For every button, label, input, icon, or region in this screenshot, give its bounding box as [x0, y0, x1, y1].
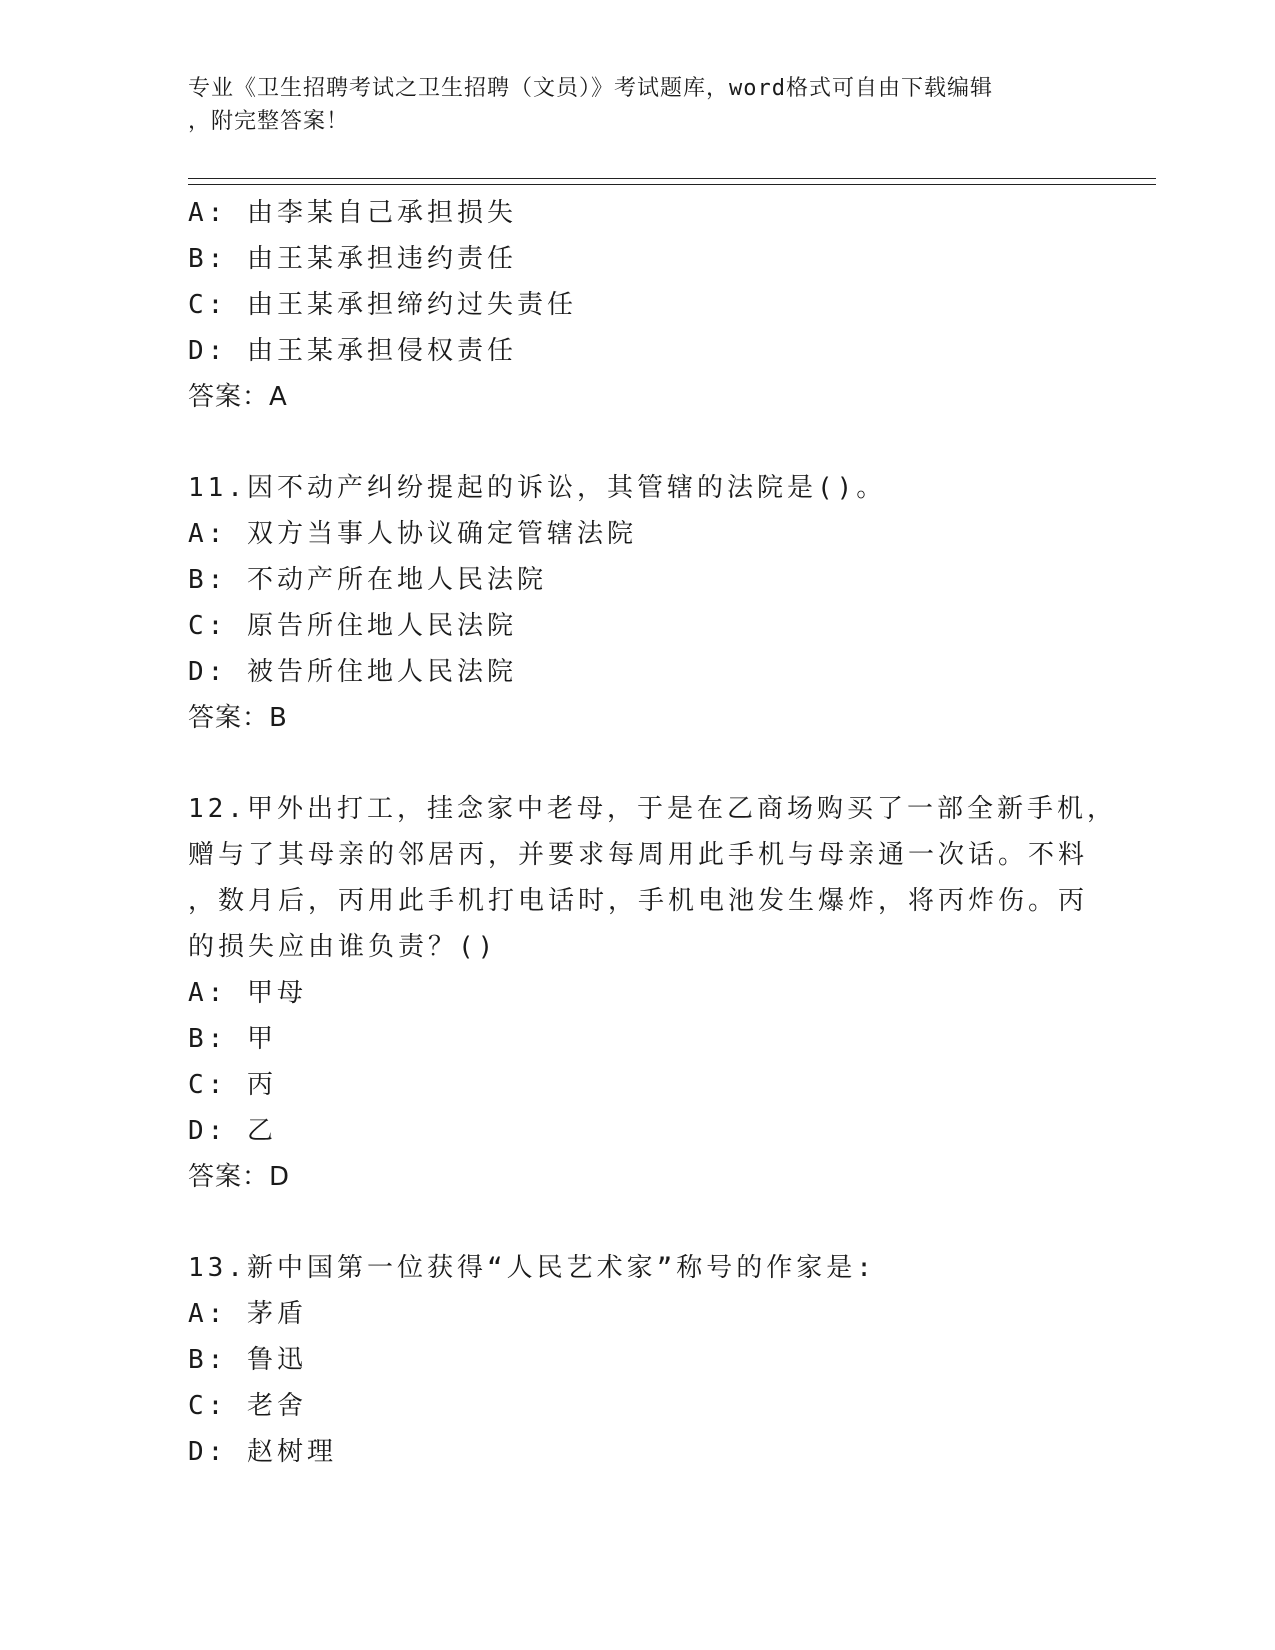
question-12-option-d: D: 乙 [188, 1116, 277, 1146]
question-13-option-b: B: 鲁迅 [188, 1345, 307, 1375]
question-11-option-a: A: 双方当事人协议确定管辖法院 [188, 519, 637, 549]
question-12-stem-line3: ，数月后，丙用此手机打电话时，手机电池发生爆炸，将丙炸伤。丙 [188, 886, 1089, 916]
spacer [188, 1200, 1068, 1245]
question-12-answer: 答案：D [188, 1162, 291, 1192]
question-12-stem-line2: 赠与了其母亲的邻居丙，并要求每周用此手机与母亲通一次话。不料 [188, 840, 1089, 870]
question-12-option-b: B: 甲 [188, 1024, 277, 1054]
spacer [188, 420, 1068, 465]
header-title-line2: ，附完整答案！ [188, 109, 350, 134]
question-list [188, 190, 1117, 1475]
question-12-stem-line4: 的损失应由谁负责？() [188, 932, 498, 962]
question-10-options [188, 190, 1068, 420]
question-11-option-c: C: 原告所住地人民法院 [188, 611, 517, 641]
question-11 [188, 465, 1068, 741]
header-divider-top [188, 178, 1156, 179]
document-header [188, 72, 1068, 138]
question-11-answer: 答案：B [188, 703, 288, 733]
header-divider-bottom [188, 184, 1156, 185]
spacer [188, 741, 1068, 786]
question-10-answer: 答案：A [188, 382, 288, 412]
question-13 [188, 1245, 1068, 1475]
header-title-line1: 专业《卫生招聘考试之卫生招聘（文员）》考试题库，word格式可自由下载编辑 [188, 76, 993, 101]
question-11-option-d: D: 被告所住地人民法院 [188, 657, 517, 687]
question-11-option-b: B: 不动产所在地人民法院 [188, 565, 547, 595]
question-12-option-a: A: 甲母 [188, 978, 307, 1008]
question-10-option-b: B: 由王某承担违约责任 [188, 244, 517, 274]
question-12-stem-line1: 12.甲外出打工，挂念家中老母，于是在乙商场购买了一部全新手机， [188, 794, 1117, 824]
question-10-option-d: D: 由王某承担侵权责任 [188, 336, 517, 366]
question-12-option-c: C: 丙 [188, 1070, 277, 1100]
question-12 [188, 786, 1117, 1200]
question-13-stem: 13.新中国第一位获得“人民艺术家”称号的作家是: [188, 1253, 876, 1283]
question-13-option-d: D: 赵树理 [188, 1437, 337, 1467]
question-10-option-a: A: 由李某自己承担损失 [188, 198, 517, 228]
question-13-option-a: A: 茅盾 [188, 1299, 307, 1329]
question-13-option-c: C: 老舍 [188, 1391, 307, 1421]
question-10-option-c: C: 由王某承担缔约过失责任 [188, 290, 577, 320]
question-11-stem: 11.因不动产纠纷提起的诉讼，其管辖的法院是()。 [188, 473, 887, 503]
